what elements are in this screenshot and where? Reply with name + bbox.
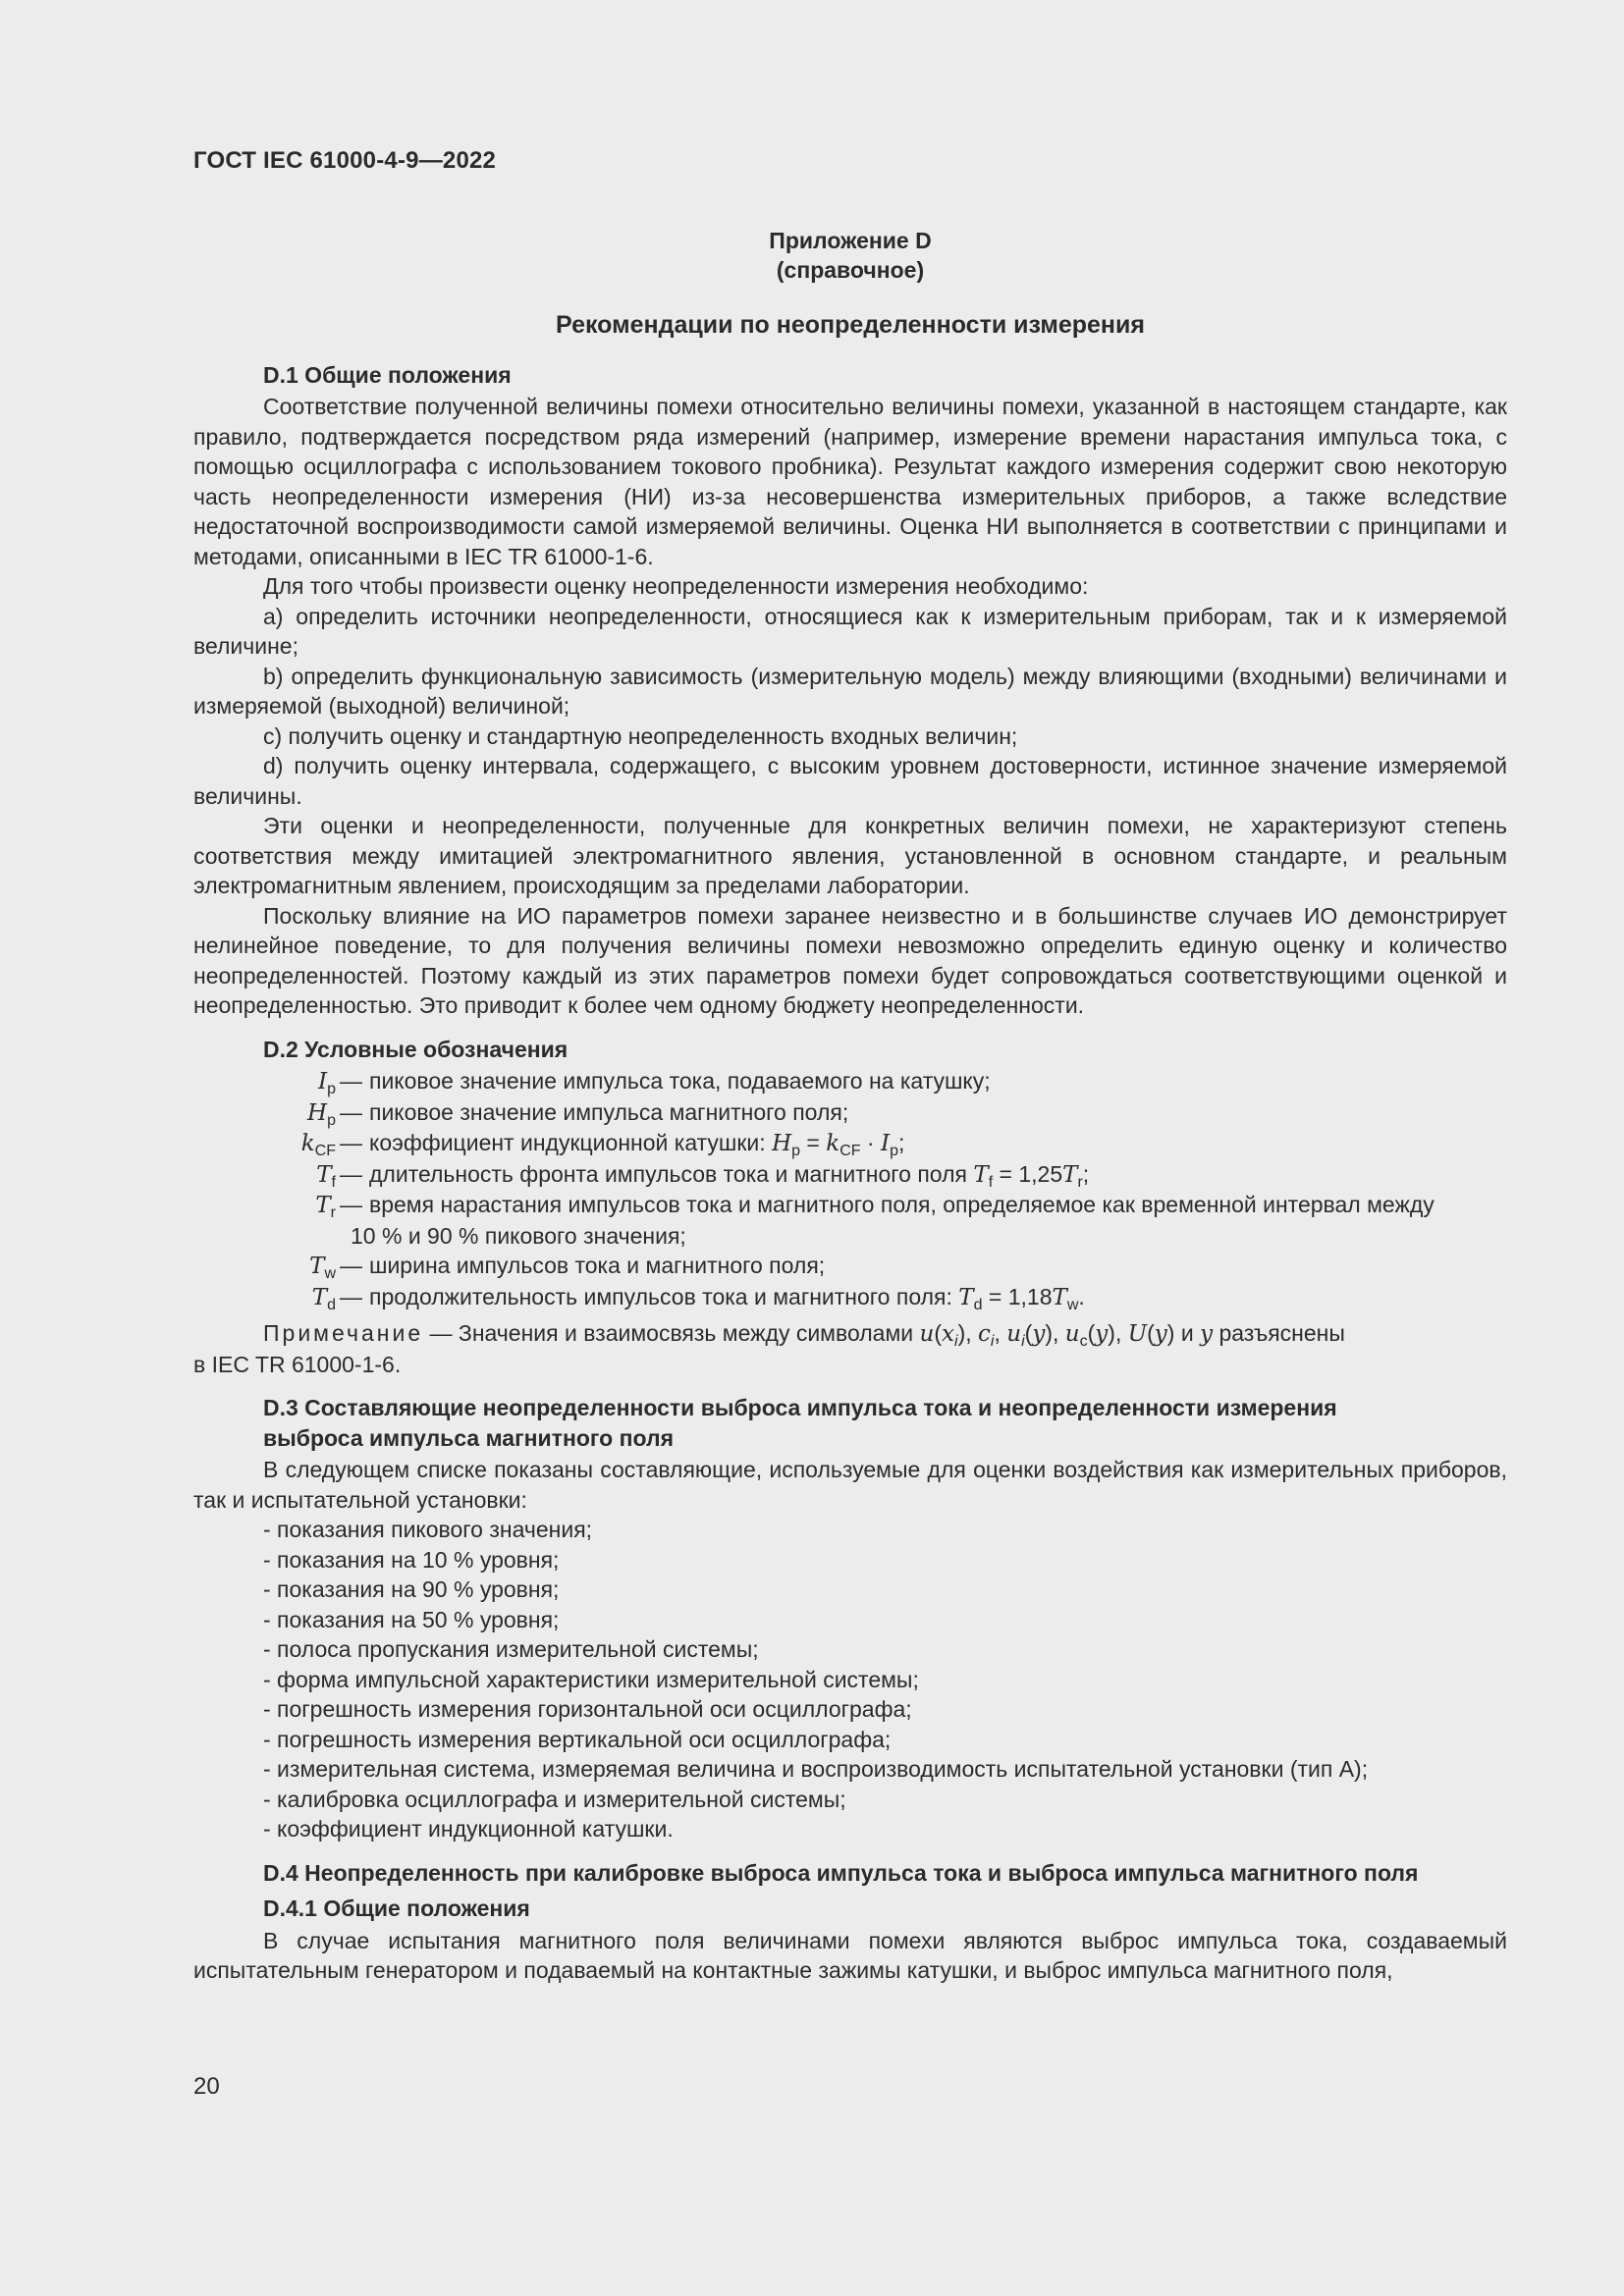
formula: $T_d = 1,18T_w$. <box>958 1283 1085 1313</box>
symbol-description: коэффициент индукционной катушки: $H_p = k_{CF} \cdot I_p$; <box>369 1130 905 1159</box>
d1-paragraph-2: Для того чтобы произвести оценку неопределенности измерения необходимо: <box>263 573 1089 599</box>
symbol-description: пиковое значение импульса магнитного поля; <box>369 1098 849 1125</box>
d2-note: Примечание — Значения и взаимосвязь между символами $u(x_i)$, $c_i$, $u_i(y)$, $u_c(y)$, U(y) и y разъяснены <box>263 1320 1345 1350</box>
list-item: - показания на 90 % уровня; <box>263 1576 560 1602</box>
symbol-description: продолжительность импульсов тока и магнитного поля: $T_d = 1,18T_w$. <box>369 1283 1085 1313</box>
symbol-key: $T_d$ <box>311 1284 336 1313</box>
symbol-key: $T_r$ <box>315 1193 336 1221</box>
symbol-key: $H_p$ <box>307 1099 336 1129</box>
list-item: - калибровка осциллографа и измерительной системы; <box>263 1786 846 1812</box>
formula: $T_f = 1,25T_r$; <box>973 1160 1090 1191</box>
dash: — <box>340 1130 362 1155</box>
dash: — <box>340 1192 362 1217</box>
d2-note-continued: в IEC TR 61000-1-6. <box>193 1351 402 1377</box>
note-label: Примечание <box>263 1320 424 1346</box>
dash: — <box>340 1283 362 1309</box>
formula: $H_p = k_{CF} \cdot I_p$; <box>772 1130 905 1159</box>
document-header: ГОСТ IEC 61000-4-9—2022 <box>193 147 497 174</box>
d1-paragraph-4: Поскольку влияние на ИО параметров помехи заранее неизвестно и в большинстве случаев ИО демонстрирует нелинейное поведение, то для получения величины помехи невозможно определить единую оценку и количество неопределенностей. Поэтому каждый из этих параметров помехи будет сопровождаться соответствующими оценкой и неопределенностью. Это приводит к более чем одному бюджету неопределенности. <box>193 902 1507 1018</box>
section-d4-heading: D.4 Неопределенность при калибровке выброса импульса тока и выброса импульса магнитного поля <box>263 1859 1419 1886</box>
list-item: - показания пикового значения; <box>263 1517 593 1542</box>
annex-heading: Рекомендации по неопределенности измерения <box>556 311 1145 339</box>
d3-list <box>193 1515 1507 1844</box>
section-d4-1-heading: D.4.1 Общие положения <box>263 1896 530 1921</box>
document-body <box>193 226 1507 1986</box>
list-item: - форма импульсной характеристики измерительной системы; <box>263 1666 919 1692</box>
symbol-description: время нарастания импульсов тока и магнитного поля, определяемое как временной интервал между <box>369 1192 1435 1217</box>
d1-list-item-d: d) получить оценку интервала, содержащего, с высоким уровнем достоверности, истинное значение измеряемой величины. <box>193 753 1507 809</box>
symbol-description: длительность фронта импульсов тока и магнитного поля $T_f = 1,25T_r$; <box>369 1160 1090 1191</box>
d4-paragraph-1: В случае испытания магнитного поля величинами помехи являются выброс импульса тока, создаваемый испытательным генератором и подаваемый на контактные зажимы катушки, и выброс импульса магнитного поля, <box>193 1927 1507 1983</box>
d3-paragraph-1: В следующем списке показаны составляющие, используемые для оценки воздействия как измерительных приборов, так и испытательной установки: <box>193 1457 1507 1513</box>
symbol-key: $T_w$ <box>309 1254 336 1282</box>
symbol-row <box>193 1159 1507 1191</box>
symbol-key: $I_p$ <box>318 1069 336 1097</box>
section-d2-heading: D.2 Условные обозначения <box>263 1036 568 1062</box>
d1-list-item-c: c) получить оценку и стандартную неопределенность входных величин; <box>263 722 1018 749</box>
symbol-row <box>193 1282 1507 1313</box>
symbol-key: $k_{CF}$ <box>300 1131 336 1159</box>
symbol-description: ширина импульсов тока и магнитного поля; <box>369 1253 826 1278</box>
symbol-description: пиковое значение импульса тока, подаваемого на катушку; <box>369 1068 991 1094</box>
dash: — <box>340 1253 362 1278</box>
d1-list-item-a: a) определить источники неопределенности, относящиеся как к измерительным приборам, так и к измеряемой величине; <box>193 603 1507 659</box>
d1-paragraph-3: Эти оценки и неопределенности, полученные для конкретных величин помехи, не характеризуют степень соответствия между имитацией электромагнитного явления, установленной в основном стандарте, и реальным электромагнитным явлением, происходящим за пределами лаборатории. <box>193 813 1507 898</box>
symbol-row <box>193 1128 1507 1159</box>
symbol-row <box>193 1190 1507 1221</box>
symbols-list <box>193 1066 1507 1312</box>
list-item: - показания на 10 % уровня; <box>263 1546 560 1573</box>
annex-title: Приложение D <box>769 228 932 253</box>
d1-list-item-b: b) определить функциональную зависимость (измерительную модель) между влияющими (входными) величинами и измеряемой (выходной) величиной; <box>193 663 1507 719</box>
dash: — <box>340 1160 362 1187</box>
dash: — <box>340 1098 362 1125</box>
dash: — <box>340 1068 362 1094</box>
list-item: - показания на 50 % уровня; <box>263 1606 560 1632</box>
symbol-row <box>193 1097 1507 1129</box>
d1-paragraph-1: Соответствие полученной величины помехи относительно величины помехи, указанной в настоящем стандарте, как правило, подтверждается посредством ряда измерений (например, измерение времени нарастания импульса тока, с помощью осциллографа с использованием токового пробника). Результат каждого измерения содержит свою некоторую часть неопределенности измерения (НИ) из-за несовершенства измерительных приборов, а также вследствие недостаточной воспроизводимости самой измеряемой величины. Оценка НИ выполняется в соответствии с принципами и методами, описанными в IEC TR 61000-1-6. <box>193 394 1507 569</box>
list-item: - полоса пропускания измерительной системы; <box>263 1636 759 1662</box>
list-item: - погрешность измерения горизонтальной оси осциллографа; <box>263 1696 912 1722</box>
section-d3-heading: D.3 Составляющие неопределенности выброса импульса тока и неопределенности измерения выброса импульса магнитного поля <box>263 1395 1337 1451</box>
symbol-description-continued: 10 % и 90 % пикового значения; <box>351 1222 686 1249</box>
page-number: 20 <box>193 2073 220 2100</box>
annex-subtitle: (справочное) <box>776 257 925 283</box>
list-item: - коэффициент индукционной катушки. <box>263 1816 674 1842</box>
symbol-key: $T_f$ <box>316 1161 336 1191</box>
list-item: - измерительная система, измеряемая величина и воспроизводимость испытательной установки (тип А); <box>263 1756 1369 1782</box>
symbol-row <box>193 1251 1507 1282</box>
list-item: - погрешность измерения вертикальной оси осциллографа; <box>263 1726 892 1752</box>
symbol-row <box>193 1066 1507 1097</box>
section-d1-heading: D.1 Общие положения <box>263 361 512 388</box>
